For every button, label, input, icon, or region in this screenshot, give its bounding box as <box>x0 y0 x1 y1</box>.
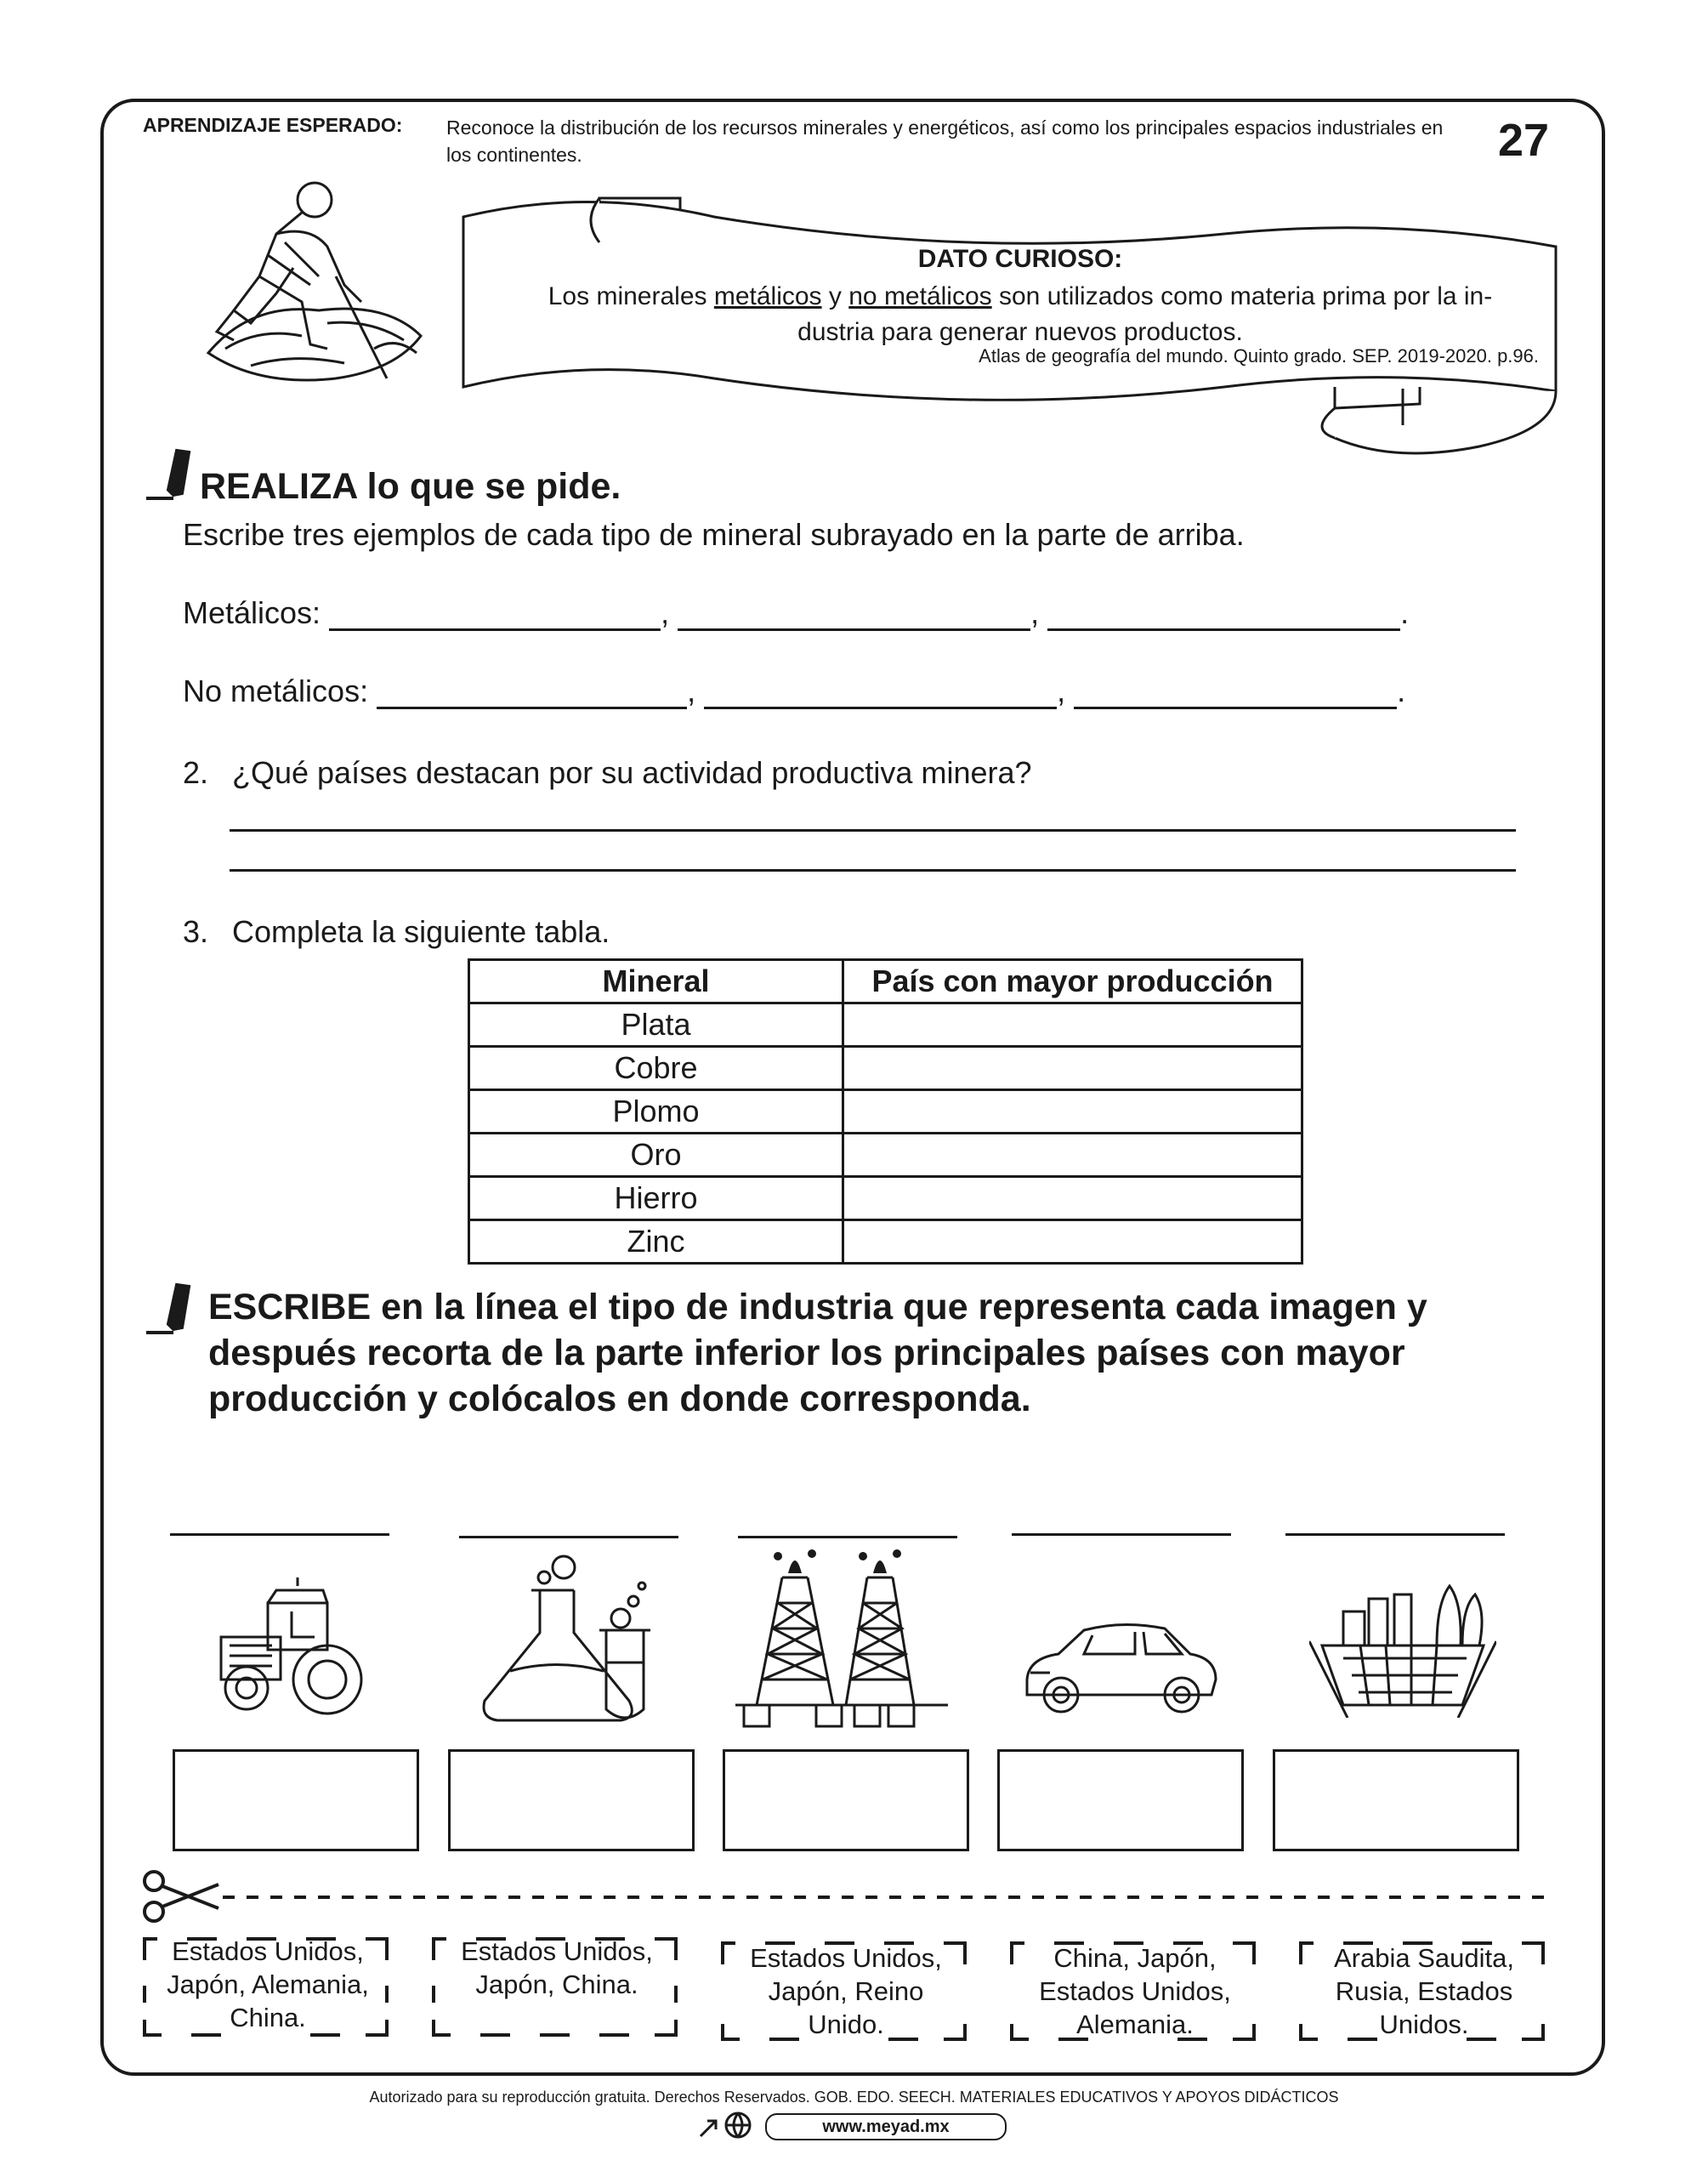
metalicos-label: Metálicos: <box>183 595 321 630</box>
question-2-number: 2. <box>183 755 209 790</box>
cutout-1-line2: Japón, Alemania, <box>167 1970 369 1999</box>
metalicos-row: Metálicos: , , . <box>183 595 1410 630</box>
answer-box-4[interactable] <box>997 1749 1244 1851</box>
table-row <box>469 1003 1302 1047</box>
minerals-table <box>468 958 1303 1265</box>
section-escribe-line3: producción y colócalos en donde corresponda. <box>208 1378 1031 1419</box>
column-header-pais: País con mayor producción <box>843 960 1302 1003</box>
question-3-number: 3. <box>183 914 209 949</box>
metalicos-blank-3[interactable] <box>1047 600 1400 631</box>
answer-cell[interactable] <box>843 1047 1302 1090</box>
cut-line <box>223 1895 1549 1900</box>
tractor-icon <box>208 1577 378 1722</box>
cutout-1-line3: China. <box>230 2003 306 2032</box>
globe-cursor-icon <box>697 2111 757 2140</box>
cutout-2[interactable] <box>429 1935 684 2001</box>
answer-line-1[interactable] <box>230 829 1516 832</box>
curious-fact-text-line2: dustria para generar nuevos productos. <box>797 318 1243 346</box>
pencil-icon <box>143 444 202 503</box>
no-metalicos-blank-2[interactable] <box>704 678 1057 709</box>
underlined-metalicos: metálicos <box>713 282 822 310</box>
page-number: 27 <box>1498 115 1550 166</box>
curious-fact-body <box>476 279 1564 350</box>
mineral-cell: Plata <box>469 1003 843 1047</box>
industry-line-5[interactable] <box>1285 1533 1505 1536</box>
answer-cell[interactable] <box>843 1134 1302 1177</box>
no-metalicos-blank-3[interactable] <box>1074 678 1397 709</box>
cutout-5-line1: Arabia Saudita, <box>1334 1943 1514 1973</box>
industry-line-3[interactable] <box>738 1536 957 1538</box>
metalicos-blank-2[interactable] <box>678 600 1030 631</box>
curious-fact-text-a: Los minerales <box>548 282 714 310</box>
answer-cell[interactable] <box>843 1177 1302 1220</box>
table-row <box>469 1134 1302 1177</box>
curious-fact-source: Atlas de geografía del mundo. Quinto grado. SEP. 2019-2020. p.96. <box>979 345 1539 367</box>
learning-goal-label: APRENDIZAJE ESPERADO: <box>143 114 403 136</box>
section-realiza-title: REALIZA lo que se pide. <box>200 466 621 507</box>
table-row <box>469 1220 1302 1264</box>
car-icon <box>1020 1620 1220 1718</box>
metalicos-blank-1[interactable] <box>329 600 661 631</box>
answer-cell[interactable] <box>843 1220 1302 1264</box>
mineral-cell: Cobre <box>469 1047 843 1090</box>
food-basket-icon <box>1309 1577 1496 1718</box>
laboratory-flask-icon <box>472 1552 667 1726</box>
mineral-cell: Zinc <box>469 1220 843 1264</box>
industry-line-2[interactable] <box>459 1536 678 1538</box>
answer-cell[interactable] <box>843 1090 1302 1134</box>
cutout-1[interactable] <box>140 1935 395 2034</box>
cutout-2-line1: Estados Unidos, <box>461 1936 653 1966</box>
mineral-cell: Hierro <box>469 1177 843 1220</box>
miner-illustration <box>183 174 438 404</box>
underlined-no-metalicos: no metálicos <box>848 282 992 310</box>
cutout-3-line1: Estados Unidos, <box>750 1943 942 1973</box>
table-row <box>469 1177 1302 1220</box>
no-metalicos-row: No metálicos: , , . <box>183 674 1406 708</box>
question-2-text: ¿Qué países destacan por su actividad productiva minera? <box>232 755 1032 790</box>
no-metalicos-label: No metálicos: <box>183 674 369 708</box>
footer-url[interactable]: www.meyad.mx <box>765 2113 1007 2140</box>
section-escribe-line1: ESCRIBE en la línea el tipo de industria que representa cada imagen y <box>208 1287 1427 1327</box>
cutout-4-line2: Estados Unidos, <box>1039 1976 1231 2006</box>
cutout-3-line3: Unido. <box>808 2009 884 2039</box>
mineral-cell: Oro <box>469 1134 843 1177</box>
no-metalicos-blank-1[interactable] <box>377 678 687 709</box>
cutout-5[interactable] <box>1297 1941 1552 2041</box>
pencil-icon <box>143 1278 202 1338</box>
section-escribe-line2: después recorta de la parte inferior los principales países con mayor <box>208 1333 1405 1373</box>
instruction-text: Escribe tres ejemplos de cada tipo de mineral subrayado en la parte de arriba. <box>183 517 1245 552</box>
scissors-icon <box>140 1869 221 1924</box>
table-row <box>469 1047 1302 1090</box>
mineral-cell: Plomo <box>469 1090 843 1134</box>
industry-line-1[interactable] <box>170 1533 389 1536</box>
answer-cell[interactable] <box>843 1003 1302 1047</box>
cutout-2-line2: Japón, China. <box>475 1970 638 1999</box>
oil-derrick-icon <box>735 1543 948 1731</box>
cutout-4[interactable] <box>1007 1941 1263 2041</box>
section-escribe-title <box>208 1284 1535 1422</box>
curious-fact-text-b: y <box>821 282 849 310</box>
answer-box-5[interactable] <box>1273 1749 1519 1851</box>
answer-box-2[interactable] <box>448 1749 695 1851</box>
curious-fact-text-c: son utilizados como materia prima por la in- <box>991 282 1493 310</box>
cutout-5-line2: Rusia, Estados <box>1335 1976 1513 2006</box>
answer-box-3[interactable] <box>723 1749 969 1851</box>
footer-text: Autorizado para su reproducción gratuita. Derechos Reservados. GOB. EDO. SEECH. MATERIALES EDUCATIVOS Y APOYOS DIDÁCTICOS <box>369 2089 1339 2106</box>
column-header-mineral: Mineral <box>469 960 843 1003</box>
table-header-row <box>469 960 1302 1003</box>
cutout-1-line1: Estados Unidos, <box>172 1936 364 1966</box>
curious-fact-title: DATO CURIOSO: <box>917 245 1123 273</box>
cutout-5-line3: Unidos. <box>1379 2009 1469 2039</box>
cutout-4-line3: Alemania. <box>1076 2009 1194 2039</box>
learning-goal-text: Reconoce la distribución de los recursos minerales y energéticos, así como los principales espacios industriales en los continentes. <box>446 117 1444 166</box>
answer-box-1[interactable] <box>173 1749 419 1851</box>
question-3-text: Completa la siguiente tabla. <box>232 914 610 949</box>
cutout-4-line1: China, Japón, <box>1053 1943 1217 1973</box>
table-row <box>469 1090 1302 1134</box>
answer-line-2[interactable] <box>230 869 1516 872</box>
industry-line-4[interactable] <box>1012 1533 1231 1536</box>
cutout-3[interactable] <box>718 1941 973 2041</box>
cutout-3-line2: Japón, Reino <box>768 1976 924 2006</box>
